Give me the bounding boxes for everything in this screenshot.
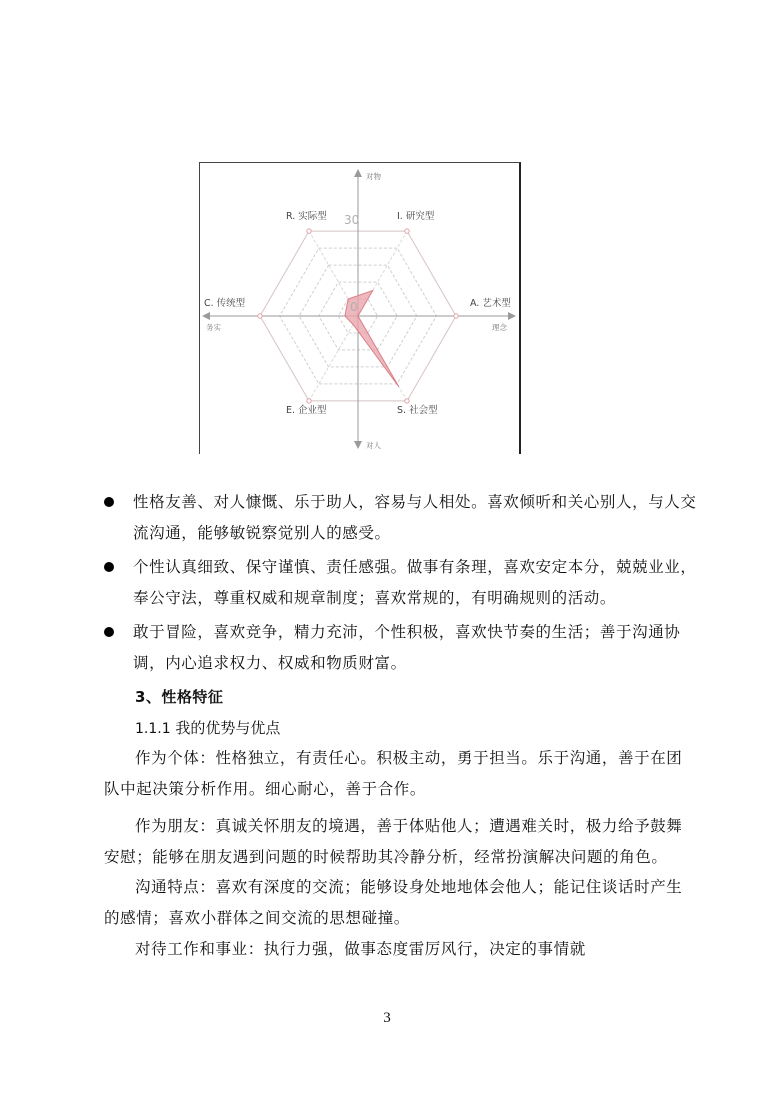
radar-tick-zero: 0 — [350, 300, 358, 314]
axis-arrow-down-icon — [354, 441, 362, 449]
bullet-text: 性格友善、对人慷慨、乐于助人，容易与人相处。喜欢倾听和关心别人，与人交流沟通，能够敏锐察觉别人的感受。 — [133, 493, 697, 542]
axis-label-left: 务实 — [206, 323, 221, 332]
radar-label-e: E. 企业型 — [286, 405, 327, 416]
subsection-heading — [135, 717, 280, 738]
bullet-dot-icon — [104, 497, 114, 507]
axis-arrow-left-icon — [202, 312, 210, 320]
radar-label-r: R. 实际型 — [286, 211, 327, 222]
radar-vertex-dot — [405, 229, 409, 233]
axis-arrow-up-icon — [354, 169, 362, 177]
radar-tick-max: 30 — [344, 213, 360, 227]
axis-label-top: 对物 — [366, 172, 381, 181]
radar-label-s: S. 社会型 — [397, 405, 438, 416]
bullet-text: 个性认真细致、保守谨慎、责任感强。做事有条理，喜欢安定本分，兢兢业业，奉公守法，尊重权威和规章制度；喜欢常规的，有明确规则的活动。 — [133, 558, 697, 607]
radar-vertex-dot — [307, 399, 311, 403]
radar-vertex-dot — [258, 314, 262, 318]
radar-vertex-dot — [405, 399, 409, 403]
section-heading: 3、性格特征 — [135, 688, 224, 706]
axis-arrow-right-icon — [508, 312, 516, 320]
axis-label-right: 理念 — [492, 323, 507, 332]
bullet-item — [104, 487, 697, 549]
holland-radar-chart — [199, 162, 521, 454]
subsection-number: 1.1.1 — [135, 721, 171, 737]
radar-vertex-dot — [307, 229, 311, 233]
paragraph-friend: 作为朋友：真诚关怀朋友的境遇，善于体贴他人；遭遇难关时，极力给予鼓舞安慰；能够在朋友遇到问题的时候帮助其冷静分析，经常扮演解决问题的角色。 — [104, 817, 683, 866]
radar-label-a: A. 艺术型 — [470, 298, 511, 309]
bullet-dot-icon — [104, 562, 114, 572]
subsection-title: 我的优势与优点 — [175, 719, 281, 737]
paragraph-work: 对待工作和事业：执行力强，做事态度雷厉风行，决定的事情就 — [135, 940, 586, 958]
bullet-dot-icon — [104, 627, 114, 637]
radar-spoke — [309, 316, 358, 401]
bullet-text: 敢于冒险，喜欢竞争，精力充沛，个性积极，喜欢快节奏的生活；善于沟通协调，内心追求权力、权威和物质财富。 — [133, 623, 681, 672]
paragraph-communication: 沟通特点：喜欢有深度的交流；能够设身处地地体会他人；能记住谈话时产生的感情；喜欢小群体之间交流的思想碰撞。 — [104, 878, 683, 927]
radar-label-c: C. 传统型 — [204, 298, 246, 309]
axis-label-bottom: 对人 — [366, 441, 381, 450]
radar-vertex-dot — [454, 314, 458, 318]
bullet-item — [104, 617, 694, 679]
radar-label-i: I. 研究型 — [397, 211, 435, 222]
paragraph-individual: 作为个体：性格独立，有责任心。积极主动，勇于担当。乐于沟通，善于在团队中起决策分析作用。细心耐心，善于合作。 — [104, 749, 683, 798]
page-number: 3 — [383, 1010, 391, 1026]
radar-chart-svg — [200, 163, 522, 455]
bullet-item — [104, 552, 697, 614]
